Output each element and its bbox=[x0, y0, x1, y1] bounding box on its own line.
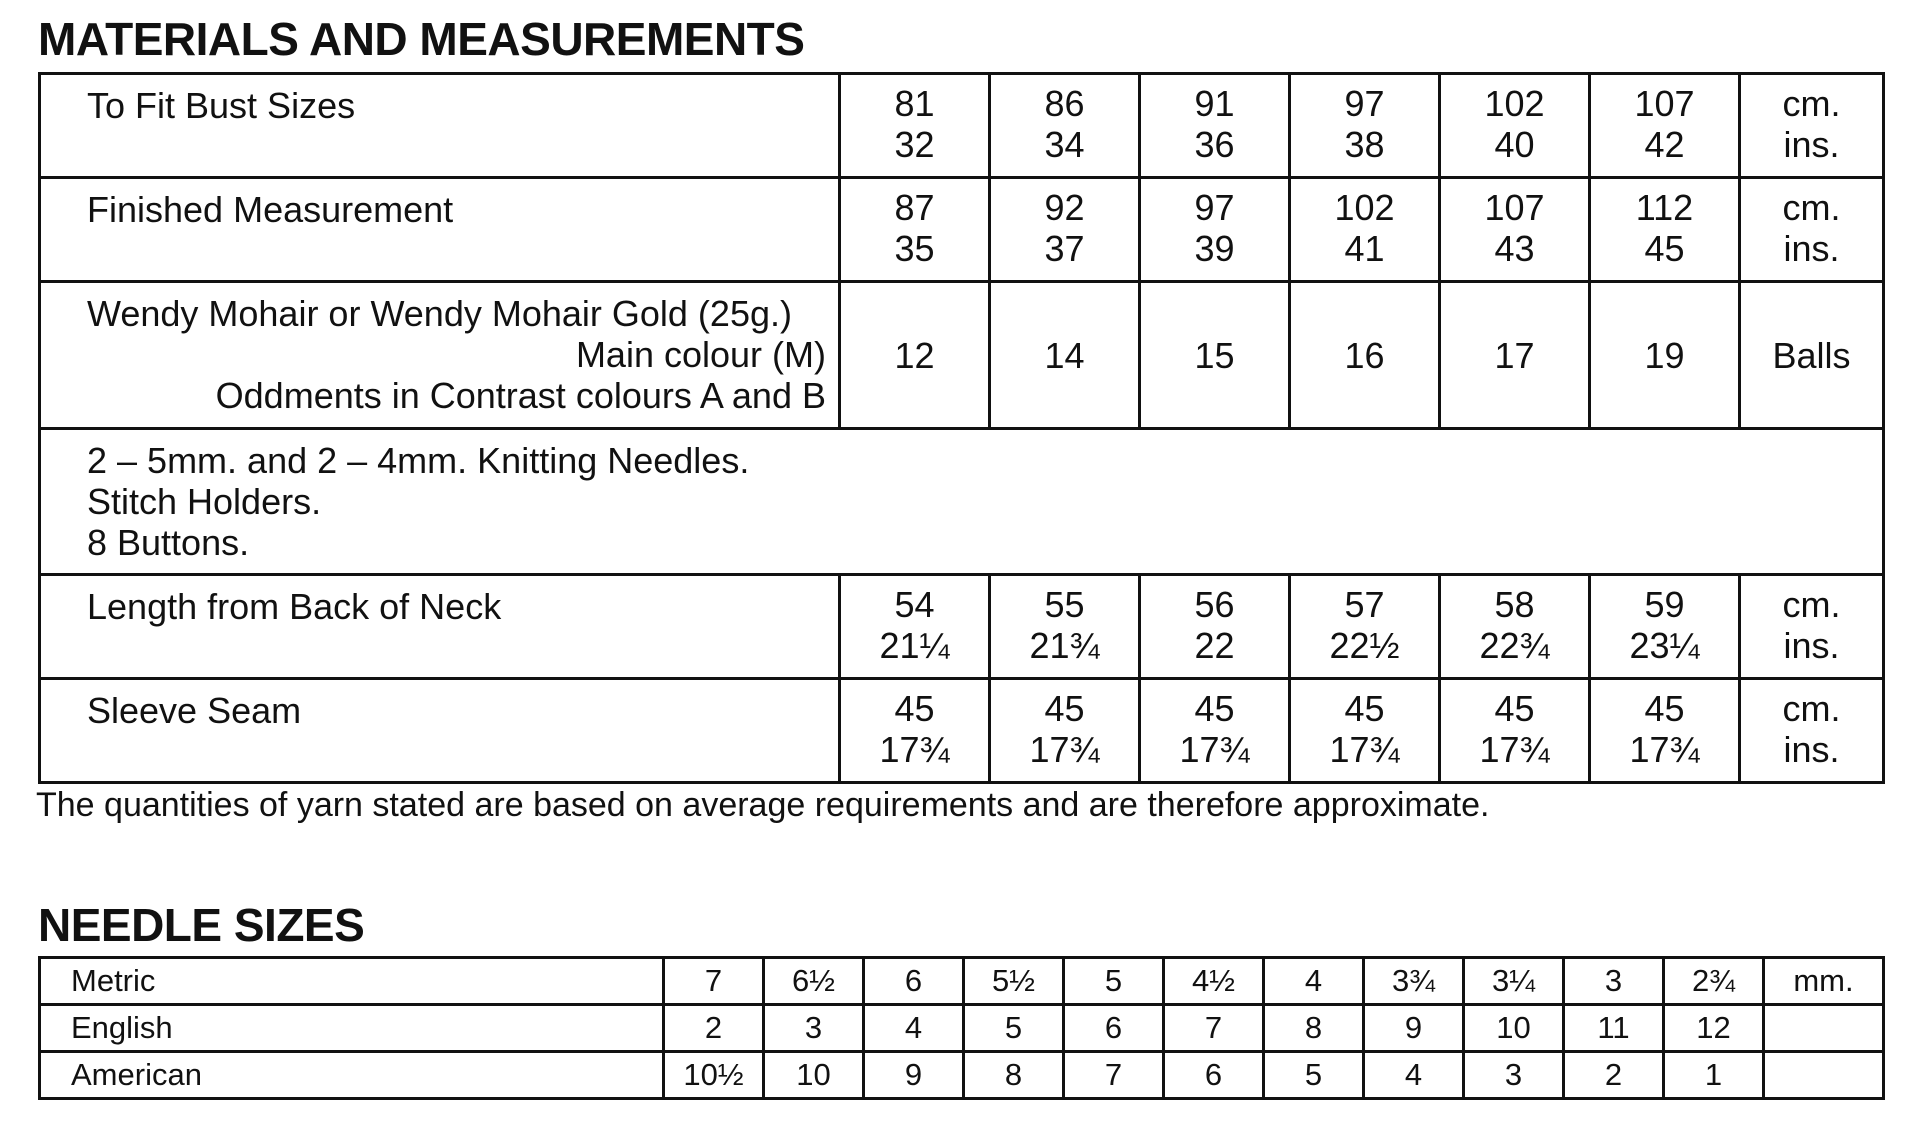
needle-size-cell: 5 bbox=[1064, 958, 1164, 1005]
extras-row bbox=[40, 429, 1884, 575]
ins-value: 17¾ bbox=[1479, 729, 1550, 770]
ins-value: 21¼ bbox=[879, 625, 950, 666]
row-label: Length from Back of Neck bbox=[40, 575, 840, 679]
cm-value: 107 bbox=[1634, 83, 1695, 124]
balls-cell: 17 bbox=[1440, 282, 1590, 429]
ins-value: 21¾ bbox=[1029, 625, 1100, 666]
balls-cell: 15 bbox=[1140, 282, 1290, 429]
ins-value: 17¾ bbox=[879, 729, 950, 770]
cm-value: 107 bbox=[1484, 187, 1545, 228]
size-cell bbox=[1590, 178, 1740, 282]
cm-value: 45 bbox=[1044, 688, 1085, 729]
needle-size-cell: 5 bbox=[1264, 1052, 1364, 1099]
needle-size-cell: 3¼ bbox=[1464, 958, 1564, 1005]
needle-size-cell: 12 bbox=[1664, 1005, 1764, 1052]
size-cell bbox=[1440, 575, 1590, 679]
row-label: Sleeve Seam bbox=[40, 679, 840, 783]
balls-cell: 19 bbox=[1590, 282, 1740, 429]
finished-measurement-row bbox=[40, 178, 1884, 282]
unit-ins: ins. bbox=[1783, 625, 1840, 666]
unit-cell bbox=[1740, 575, 1884, 679]
size-cell bbox=[1440, 74, 1590, 178]
cm-value: 81 bbox=[894, 83, 935, 124]
needle-size-cell: 10 bbox=[1464, 1005, 1564, 1052]
cm-value: 57 bbox=[1344, 584, 1385, 625]
size-cell bbox=[1140, 178, 1290, 282]
ins-value: 38 bbox=[1344, 124, 1385, 165]
yarn-label-line: Wendy Mohair or Wendy Mohair Gold (25g.) bbox=[87, 293, 792, 334]
size-cell bbox=[1140, 679, 1290, 783]
row-label: To Fit Bust Sizes bbox=[40, 74, 840, 178]
ins-value: 17¾ bbox=[1029, 729, 1100, 770]
cm-value: 45 bbox=[1644, 688, 1685, 729]
cm-value: 97 bbox=[1344, 83, 1385, 124]
ins-value: 37 bbox=[1044, 228, 1085, 269]
unit-cell: Balls bbox=[1740, 282, 1884, 429]
american-row bbox=[40, 1052, 1884, 1099]
needle-size-cell: 4½ bbox=[1164, 958, 1264, 1005]
ins-value: 36 bbox=[1194, 124, 1235, 165]
cm-value: 59 bbox=[1644, 584, 1685, 625]
materials-heading: MATERIALS AND MEASUREMENTS bbox=[38, 13, 805, 65]
needle-size-cell: 1 bbox=[1664, 1052, 1764, 1099]
needle-size-cell: 10 bbox=[764, 1052, 864, 1099]
balls-cell: 12 bbox=[840, 282, 990, 429]
needle-sizes-table bbox=[38, 956, 1885, 1100]
needle-size-cell: 7 bbox=[1164, 1005, 1264, 1052]
needle-size-cell: 8 bbox=[964, 1052, 1064, 1099]
yarn-label bbox=[40, 282, 840, 429]
needle-size-cell: 2 bbox=[664, 1005, 764, 1052]
cm-value: 112 bbox=[1635, 187, 1694, 228]
cm-value: 102 bbox=[1334, 187, 1395, 228]
ins-value: 17¾ bbox=[1179, 729, 1250, 770]
ins-value: 32 bbox=[894, 124, 935, 165]
size-cell bbox=[1290, 178, 1440, 282]
unit-ins: ins. bbox=[1783, 729, 1840, 770]
needle-size-cell: 4 bbox=[864, 1005, 964, 1052]
yarn-row bbox=[40, 282, 1884, 429]
balls-cell: 14 bbox=[990, 282, 1140, 429]
needle-size-cell: 4 bbox=[1264, 958, 1364, 1005]
extras-cell bbox=[40, 429, 1884, 575]
ins-value: 41 bbox=[1344, 228, 1385, 269]
needle-size-cell: 3 bbox=[1464, 1052, 1564, 1099]
unit-cell bbox=[1764, 1005, 1884, 1052]
needle-size-cell: 3 bbox=[764, 1005, 864, 1052]
needle-size-cell: 5½ bbox=[964, 958, 1064, 1005]
needle-sizes-heading: NEEDLE SIZES bbox=[38, 899, 365, 951]
needle-size-cell: 10½ bbox=[664, 1052, 764, 1099]
needle-size-cell: 3¾ bbox=[1364, 958, 1464, 1005]
needle-size-cell: 9 bbox=[1364, 1005, 1464, 1052]
needle-size-cell: 6 bbox=[1064, 1005, 1164, 1052]
cm-value: 54 bbox=[894, 584, 935, 625]
size-cell bbox=[840, 74, 990, 178]
english-row bbox=[40, 1005, 1884, 1052]
size-cell bbox=[1440, 679, 1590, 783]
materials-table bbox=[38, 72, 1885, 784]
unit-cm: cm. bbox=[1782, 688, 1841, 729]
size-cell bbox=[1590, 679, 1740, 783]
size-cell bbox=[1290, 575, 1440, 679]
unit-cm: cm. bbox=[1782, 83, 1841, 124]
cm-value: 45 bbox=[894, 688, 935, 729]
ins-value: 39 bbox=[1194, 228, 1235, 269]
unit-cm: cm. bbox=[1782, 584, 1841, 625]
needle-size-cell: 2¾ bbox=[1664, 958, 1764, 1005]
needle-size-cell: 5 bbox=[964, 1005, 1064, 1052]
ins-value: 34 bbox=[1044, 124, 1085, 165]
size-cell bbox=[840, 679, 990, 783]
unit-cell bbox=[1740, 178, 1884, 282]
size-cell bbox=[840, 575, 990, 679]
row-label: Finished Measurement bbox=[40, 178, 840, 282]
yarn-label-line: Oddments in Contrast colours A and B bbox=[215, 375, 826, 416]
row-label: Metric bbox=[40, 958, 664, 1005]
cm-value: 58 bbox=[1494, 584, 1535, 625]
cm-value: 86 bbox=[1044, 83, 1085, 124]
extras-line: Stitch Holders. bbox=[87, 481, 322, 522]
needle-size-cell: 4 bbox=[1364, 1052, 1464, 1099]
yarn-footnote: The quantities of yarn stated are based on average requirements and are therefore approximate. bbox=[36, 786, 1490, 824]
cm-value: 97 bbox=[1194, 187, 1235, 228]
needle-size-cell: 7 bbox=[664, 958, 764, 1005]
sleeve-seam-row bbox=[40, 679, 1884, 783]
ins-value: 23¼ bbox=[1629, 625, 1700, 666]
unit-cell bbox=[1740, 74, 1884, 178]
needle-size-cell: 3 bbox=[1564, 958, 1664, 1005]
size-cell bbox=[1290, 679, 1440, 783]
unit-ins: ins. bbox=[1783, 228, 1840, 269]
ins-value: 40 bbox=[1494, 124, 1535, 165]
ins-value: 43 bbox=[1494, 228, 1535, 269]
ins-value: 17¾ bbox=[1329, 729, 1400, 770]
row-label: American bbox=[40, 1052, 664, 1099]
cm-value: 102 bbox=[1484, 83, 1545, 124]
size-cell bbox=[990, 679, 1140, 783]
row-label: English bbox=[40, 1005, 664, 1052]
needle-size-cell: 6½ bbox=[764, 958, 864, 1005]
yarn-label-line: Main colour (M) bbox=[575, 334, 826, 375]
ins-value: 22¾ bbox=[1479, 625, 1550, 666]
unit-cell bbox=[1764, 1052, 1884, 1099]
cm-value: 45 bbox=[1494, 688, 1535, 729]
unit-ins: ins. bbox=[1783, 124, 1840, 165]
size-cell bbox=[990, 575, 1140, 679]
needle-size-cell: 11 bbox=[1564, 1005, 1664, 1052]
cm-value: 87 bbox=[894, 187, 935, 228]
ins-value: 42 bbox=[1644, 124, 1685, 165]
size-cell bbox=[990, 178, 1140, 282]
metric-row bbox=[40, 958, 1884, 1005]
cm-value: 56 bbox=[1194, 584, 1235, 625]
unit-cell bbox=[1740, 679, 1884, 783]
size-cell bbox=[990, 74, 1140, 178]
extras-line: 2 – 5mm. and 2 – 4mm. Knitting Needles. bbox=[87, 440, 750, 481]
cm-value: 55 bbox=[1044, 584, 1085, 625]
size-cell bbox=[1440, 178, 1590, 282]
ins-value: 22 bbox=[1194, 625, 1235, 666]
unit-cell: mm. bbox=[1764, 958, 1884, 1005]
needle-size-cell: 8 bbox=[1264, 1005, 1364, 1052]
cm-value: 45 bbox=[1194, 688, 1235, 729]
cm-value: 91 bbox=[1194, 83, 1235, 124]
size-cell bbox=[1290, 74, 1440, 178]
unit-cm: cm. bbox=[1782, 187, 1841, 228]
bust-size-row bbox=[40, 74, 1884, 178]
ins-value: 17¾ bbox=[1629, 729, 1700, 770]
needle-size-cell: 7 bbox=[1064, 1052, 1164, 1099]
size-cell bbox=[1590, 74, 1740, 178]
size-cell bbox=[1140, 575, 1290, 679]
extras-line: 8 Buttons. bbox=[87, 522, 250, 563]
size-cell bbox=[840, 178, 990, 282]
balls-cell: 16 bbox=[1290, 282, 1440, 429]
ins-value: 45 bbox=[1644, 228, 1685, 269]
cm-value: 45 bbox=[1344, 688, 1385, 729]
needle-size-cell: 9 bbox=[864, 1052, 964, 1099]
cm-value: 92 bbox=[1044, 187, 1085, 228]
needle-size-cell: 6 bbox=[1164, 1052, 1264, 1099]
length-row bbox=[40, 575, 1884, 679]
ins-value: 22½ bbox=[1329, 625, 1400, 666]
ins-value: 35 bbox=[894, 228, 935, 269]
needle-size-cell: 2 bbox=[1564, 1052, 1664, 1099]
size-cell bbox=[1590, 575, 1740, 679]
size-cell bbox=[1140, 74, 1290, 178]
needle-size-cell: 6 bbox=[864, 958, 964, 1005]
